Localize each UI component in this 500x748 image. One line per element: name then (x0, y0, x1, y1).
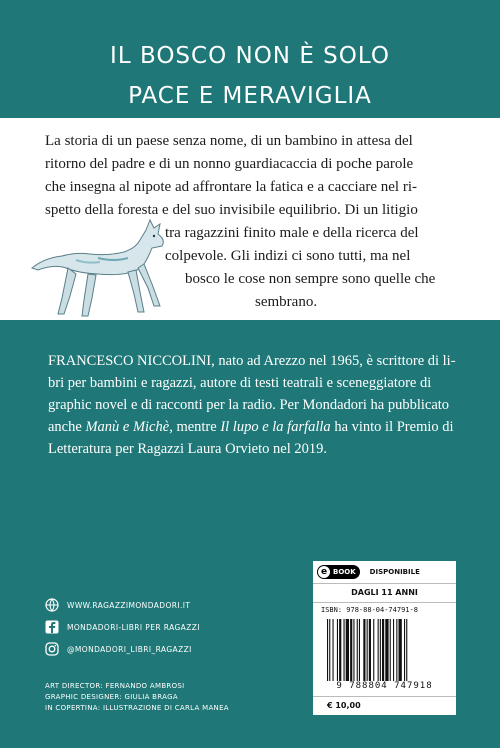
synopsis-line-4: spetto della foresta e del suo invisibile equilibrio. Di un litigio (45, 202, 418, 218)
wolf-illustration (28, 218, 178, 318)
synopsis-line-2: ritorno del padre e di un nonno guardiacaccia di poche parole (45, 156, 414, 172)
ebook-row (313, 561, 456, 584)
instagram-text: @MONDADORI_LIBRI_RAGAZZI (67, 644, 192, 654)
bio-line-4-pre: anche (48, 419, 86, 435)
instagram-icon (45, 642, 59, 656)
bio-line-4-mid: , mentre (169, 419, 221, 435)
synopsis-line-7: bosco le cose non sempre sono quelle che (185, 271, 436, 287)
bio-line-5: Letteratura per Ragazzi Laura Orvieto nel 2019. (48, 441, 327, 457)
instagram-link[interactable] (45, 638, 200, 660)
social-links (45, 594, 200, 660)
barcode-number: 9 788804 747918 (336, 681, 433, 691)
credits (45, 681, 229, 714)
synopsis-band (0, 118, 500, 320)
bio-line-2: bri per bambini e ragazzi, autore di testi teatrali e sceneggiatore di (48, 375, 432, 391)
bio-line-3: graphic novel e di racconti per la radio. Per Mondadori ha pubblicato (48, 397, 450, 413)
bio-line-1: FRANCESCO NICCOLINI, nato ad Arezzo nel 1965, è scrittore di li- (48, 353, 456, 369)
isbn: ISBN: 978-88-04-74791-8 (321, 606, 418, 614)
bio-line-4 (48, 416, 458, 438)
author-bio (48, 350, 458, 460)
facebook-link[interactable] (45, 616, 200, 638)
website-text: WWW.RAGAZZIMONDADORI.IT (67, 600, 191, 610)
headline-line-2: PACE E MERAVIGLIA (128, 83, 372, 109)
headline-line-1: IL BOSCO NON È SOLO (110, 43, 390, 69)
price: € 10,00 (313, 696, 456, 715)
synopsis-line-3: che insegna al nipote ad affrontare la fatica e a cacciare nel ri- (45, 179, 417, 195)
ebook-availability: DISPONIBILE (369, 568, 420, 576)
credit-art-director: ART DIRECTOR: FERNANDO AMBROSI (45, 682, 185, 690)
ebook-letter-icon: e (318, 566, 330, 578)
bio-line-4-post: ha vinto il Premio di (330, 419, 454, 435)
bio-book-title-2: Il lupo e la farfalla (220, 419, 331, 435)
synopsis-line-6: colpevole. Gli indizi ci sono tutti, ma nel (165, 248, 411, 264)
synopsis-line-8: sembrano. (255, 294, 318, 310)
ebook-badge (317, 565, 360, 579)
facebook-icon (45, 620, 59, 634)
product-info-box (313, 561, 456, 715)
facebook-text: MONDADORI-LIBRI PER RAGAZZI (67, 622, 200, 632)
ebook-label: BOOK (333, 568, 356, 576)
website-link[interactable] (45, 594, 200, 616)
age-rating: DAGLI 11 ANNI (313, 584, 456, 603)
credit-graphic-designer: GRAPHIC DESIGNER: GIULIA BRAGA (45, 693, 178, 701)
synopsis-line-5: tra ragazzini finito male e della ricerca del (165, 225, 419, 241)
globe-icon (45, 598, 59, 612)
bio-book-title-1: Manù e Michè (85, 419, 170, 435)
barcode (321, 617, 449, 683)
credit-cover-illustration: IN COPERTINA: ILLUSTRAZIONE DI CARLA MANEA (45, 704, 229, 712)
synopsis-line-1: La storia di un paese senza nome, di un bambino in attesa del (45, 133, 413, 149)
headline (0, 36, 500, 116)
